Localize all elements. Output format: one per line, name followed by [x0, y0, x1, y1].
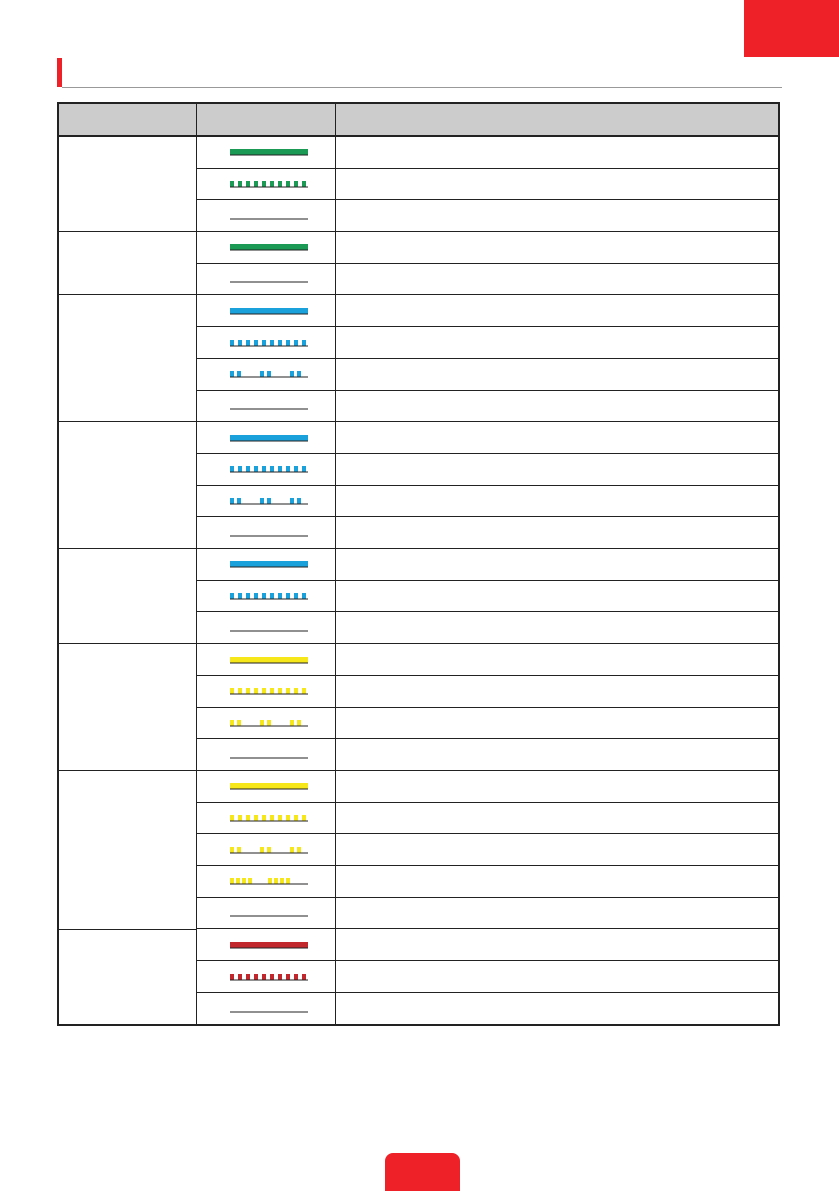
- table-row: [196, 866, 778, 898]
- column-divider: [335, 104, 336, 1024]
- table-row: [196, 327, 778, 359]
- table-row: [196, 739, 778, 771]
- indicator-solid-icon: [230, 936, 308, 954]
- section-title-accent: [57, 58, 62, 87]
- group-cell: [59, 422, 196, 549]
- indicator-dotted-icon: [230, 334, 308, 352]
- indicator-off-icon: [230, 524, 308, 542]
- corner-tab: [744, 0, 839, 57]
- indicator-off-icon: [230, 207, 308, 225]
- table-row: [196, 803, 778, 835]
- section-title-rule: [62, 87, 782, 88]
- table-row: [196, 961, 778, 993]
- table-row: [196, 359, 778, 391]
- group-cell: [59, 296, 196, 423]
- indicator-solid-icon: [230, 302, 308, 320]
- table-row: [196, 898, 778, 930]
- table-row: [196, 169, 778, 201]
- group-cell: [59, 232, 196, 295]
- indicator-quad-dot-icon: [230, 872, 308, 890]
- table-row: [196, 232, 778, 264]
- table-row: [196, 834, 778, 866]
- table-header-row: [59, 104, 778, 137]
- indicator-dotted-icon: [230, 809, 308, 827]
- table-row: [196, 391, 778, 423]
- indicator-off-icon: [230, 1000, 308, 1018]
- indicator-dotted-icon: [230, 968, 308, 986]
- table-row: [196, 517, 778, 549]
- table-row: [196, 264, 778, 296]
- table-row: [196, 613, 778, 645]
- group-cell: [59, 930, 196, 1025]
- table-row: [196, 137, 778, 169]
- indicator-off-icon: [230, 397, 308, 415]
- indicator-dotted-icon: [230, 175, 308, 193]
- indicator-double-dot-icon: [230, 365, 308, 383]
- indicator-dotted-icon: [230, 682, 308, 700]
- indicator-off-icon: [230, 270, 308, 288]
- indicator-double-dot-icon: [230, 492, 308, 510]
- indicator-legend-table: [57, 102, 780, 1026]
- table-row: [196, 200, 778, 232]
- indicator-solid-icon: [230, 429, 308, 447]
- indicator-solid-icon: [230, 143, 308, 161]
- indicator-off-icon: [230, 619, 308, 637]
- table-row: [196, 676, 778, 708]
- indicator-solid-icon: [230, 238, 308, 256]
- indicator-double-dot-icon: [230, 714, 308, 732]
- indicator-solid-icon: [230, 777, 308, 795]
- group-cell: [59, 644, 196, 771]
- table-row: [196, 296, 778, 328]
- table-row: [196, 549, 778, 581]
- indicator-double-dot-icon: [230, 841, 308, 859]
- indicator-dotted-icon: [230, 460, 308, 478]
- indicator-dotted-icon: [230, 587, 308, 605]
- group-cell: [59, 549, 196, 644]
- table-row: [196, 930, 778, 962]
- table-row: [196, 993, 778, 1025]
- table-row: [196, 708, 778, 740]
- table-row: [196, 486, 778, 518]
- table-row: [196, 581, 778, 613]
- indicator-off-icon: [230, 904, 308, 922]
- indicator-solid-icon: [230, 651, 308, 669]
- indicator-off-icon: [230, 746, 308, 764]
- group-cell: [59, 771, 196, 930]
- table-row: [196, 422, 778, 454]
- table-row: [196, 771, 778, 803]
- table-row: [196, 454, 778, 486]
- table-row: [196, 644, 778, 676]
- page-number-tab: [385, 1153, 460, 1191]
- column-divider: [196, 104, 197, 1024]
- group-cell: [59, 137, 196, 232]
- indicator-solid-icon: [230, 555, 308, 573]
